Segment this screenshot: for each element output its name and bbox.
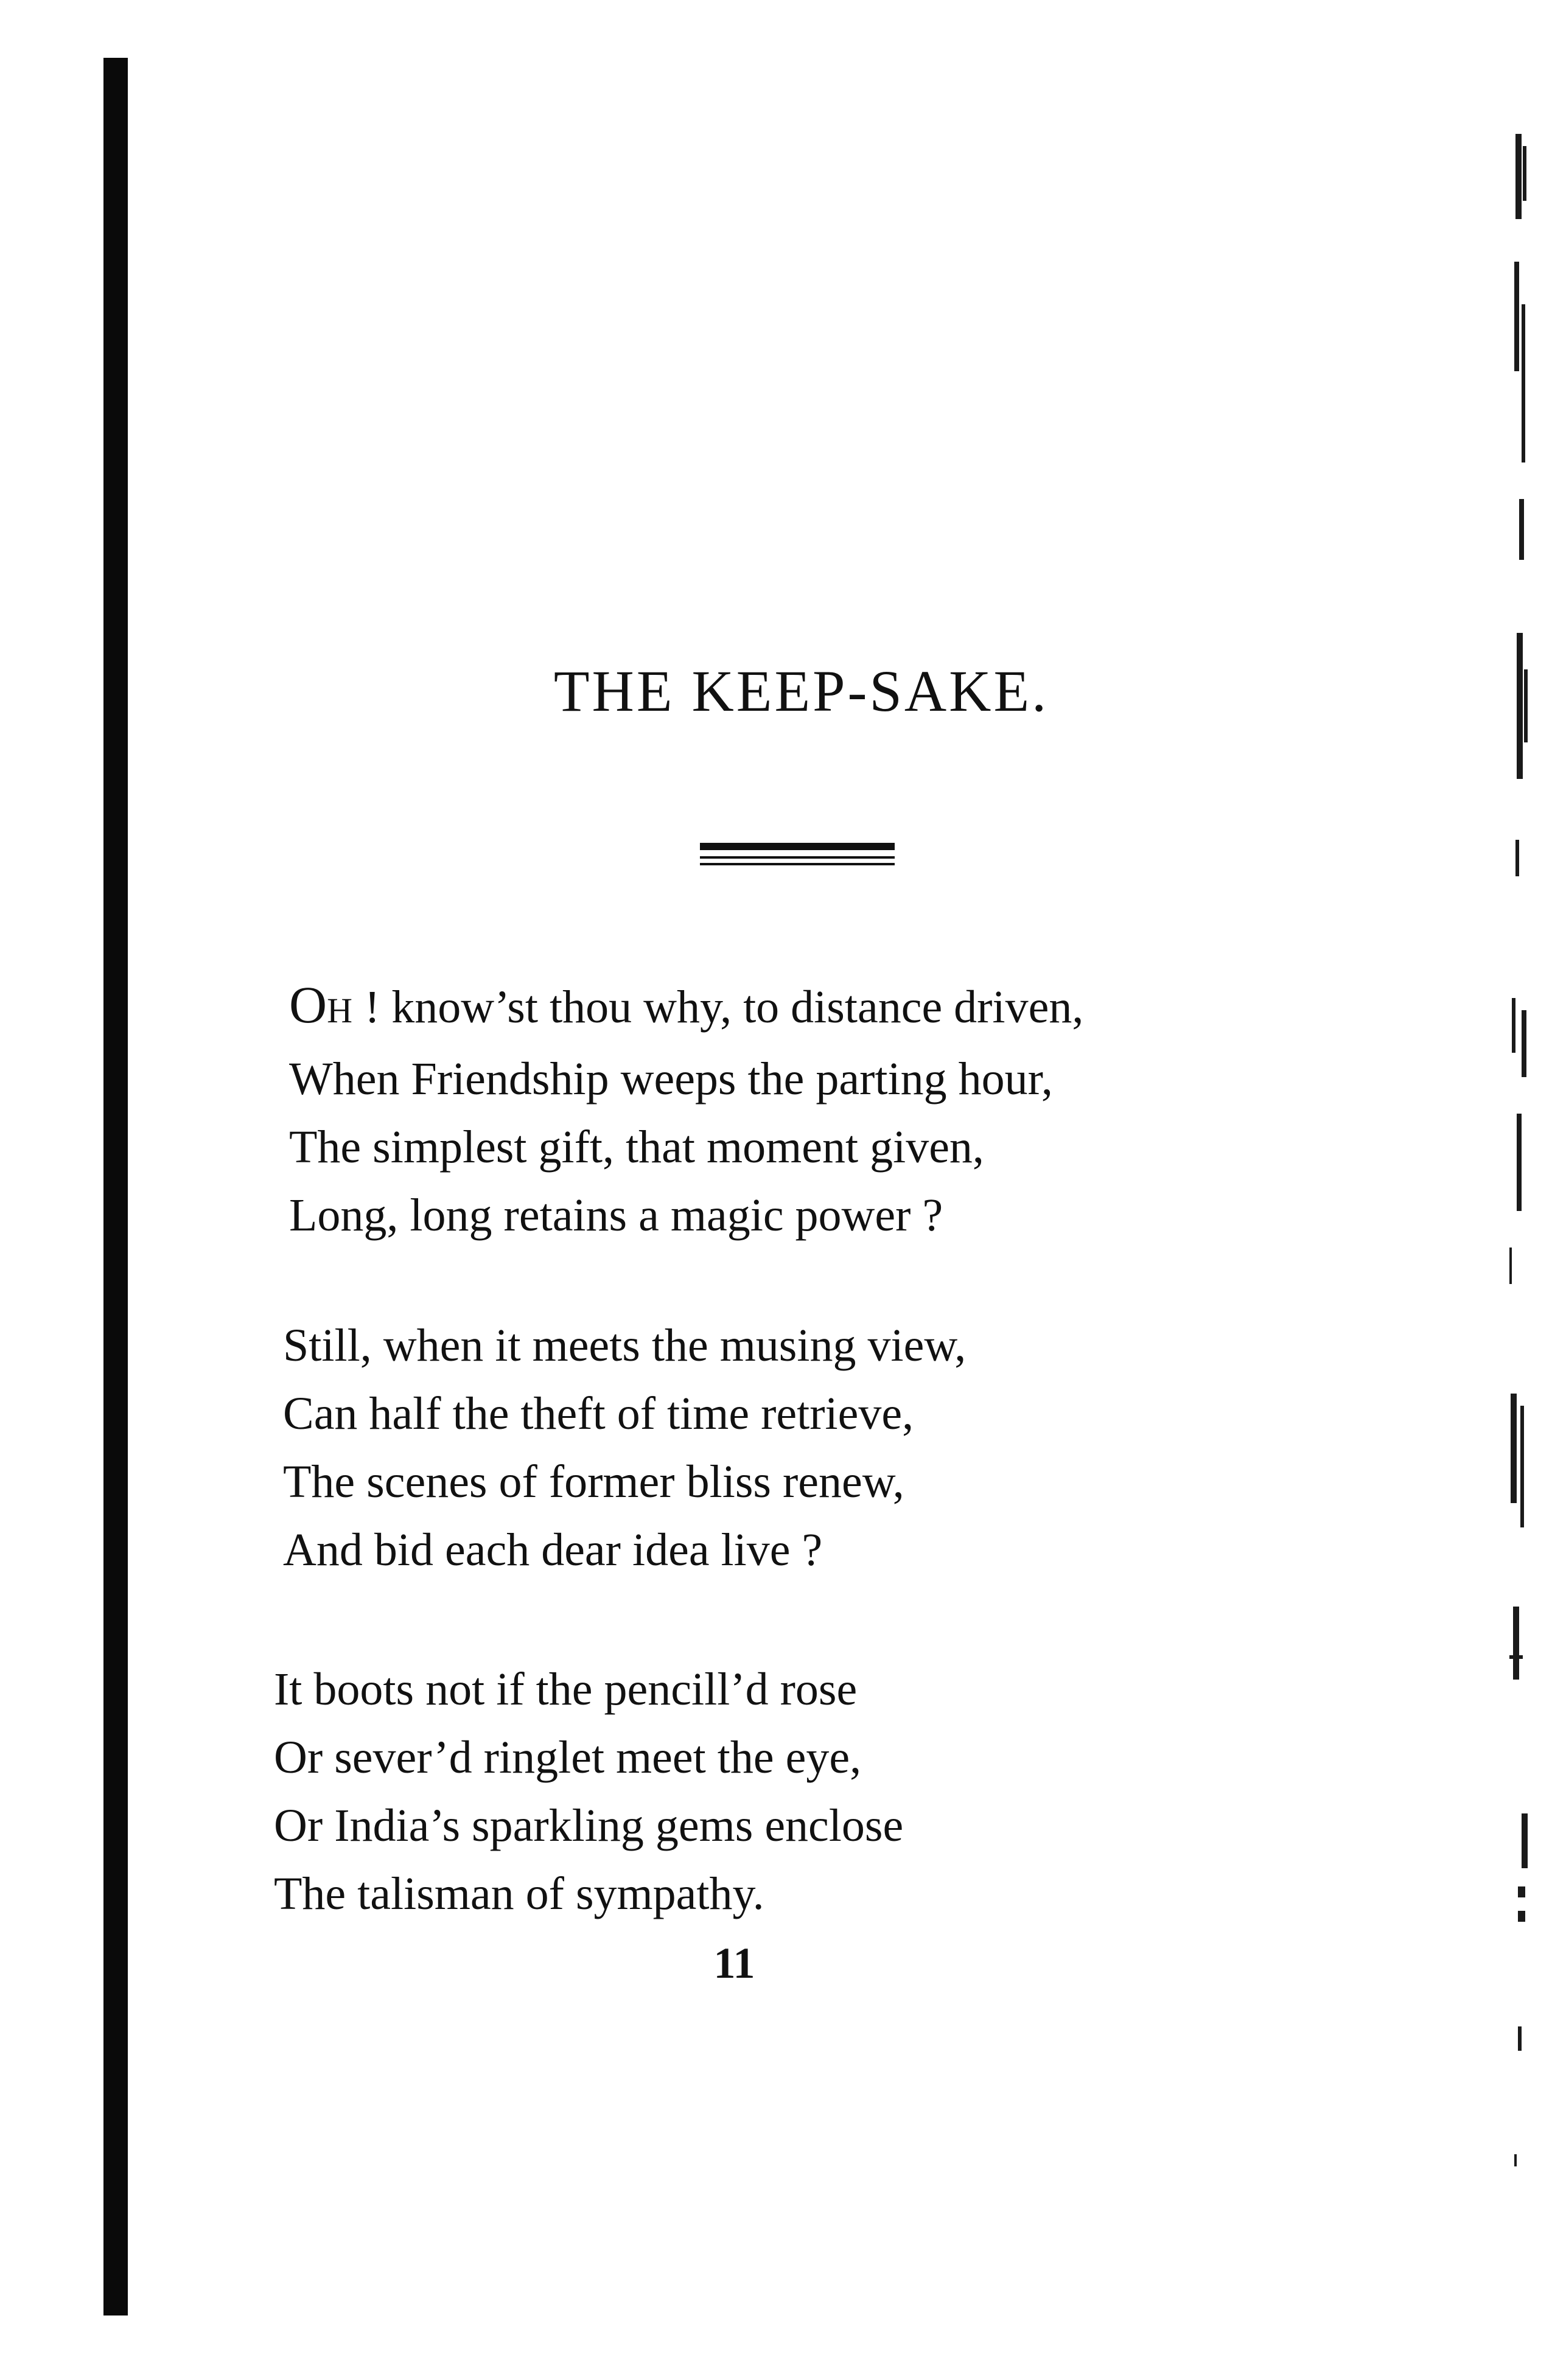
stanza-line: Or sever’d ringlet meet the eye, [274,1732,862,1783]
line-text: ! know’st thou why, to distance driven, [353,982,1084,1033]
stanza-line: Long, long retains a magic power ? [289,1190,943,1241]
show-through-bleed [1485,122,1546,2191]
title-ornament-rule [700,843,895,867]
stanza-line: The simplest gift, that moment given, [289,1122,984,1173]
stanza-3 [274,1655,1309,1928]
poem-title [0,657,1566,725]
poem-title-text: THE KEEP-SAKE. [553,658,1049,724]
stanza-line: Still, when it meets the musing view, [283,1320,967,1371]
stanza-line: When Friendship weeps the parting hour, [289,1053,1053,1105]
stanza-line: It boots not if the pencill’d rose [274,1664,858,1715]
stanza-line: Or India’s sparkling gems enclose [274,1800,904,1851]
stanza-1 [289,971,1324,1249]
stanza-line: And bid each dear idea live ? [283,1524,823,1576]
stanza-2 [283,1311,1318,1584]
page-number [0,1938,1566,1989]
small-caps-letter: H [327,991,353,1030]
page-number-text: 11 [713,1939,755,1987]
stanza-line [289,971,1324,1045]
ornament-thin-rule [700,856,895,859]
ornament-thick-rule [700,843,895,850]
stanza-line: The scenes of former bliss renew, [283,1456,904,1507]
stanza-line: Can half the theft of time retrieve, [283,1388,914,1439]
ornament-thin-rule [700,863,895,865]
drop-letter: O [289,975,327,1034]
stanza-line: The talisman of sympathy. [274,1868,764,1919]
